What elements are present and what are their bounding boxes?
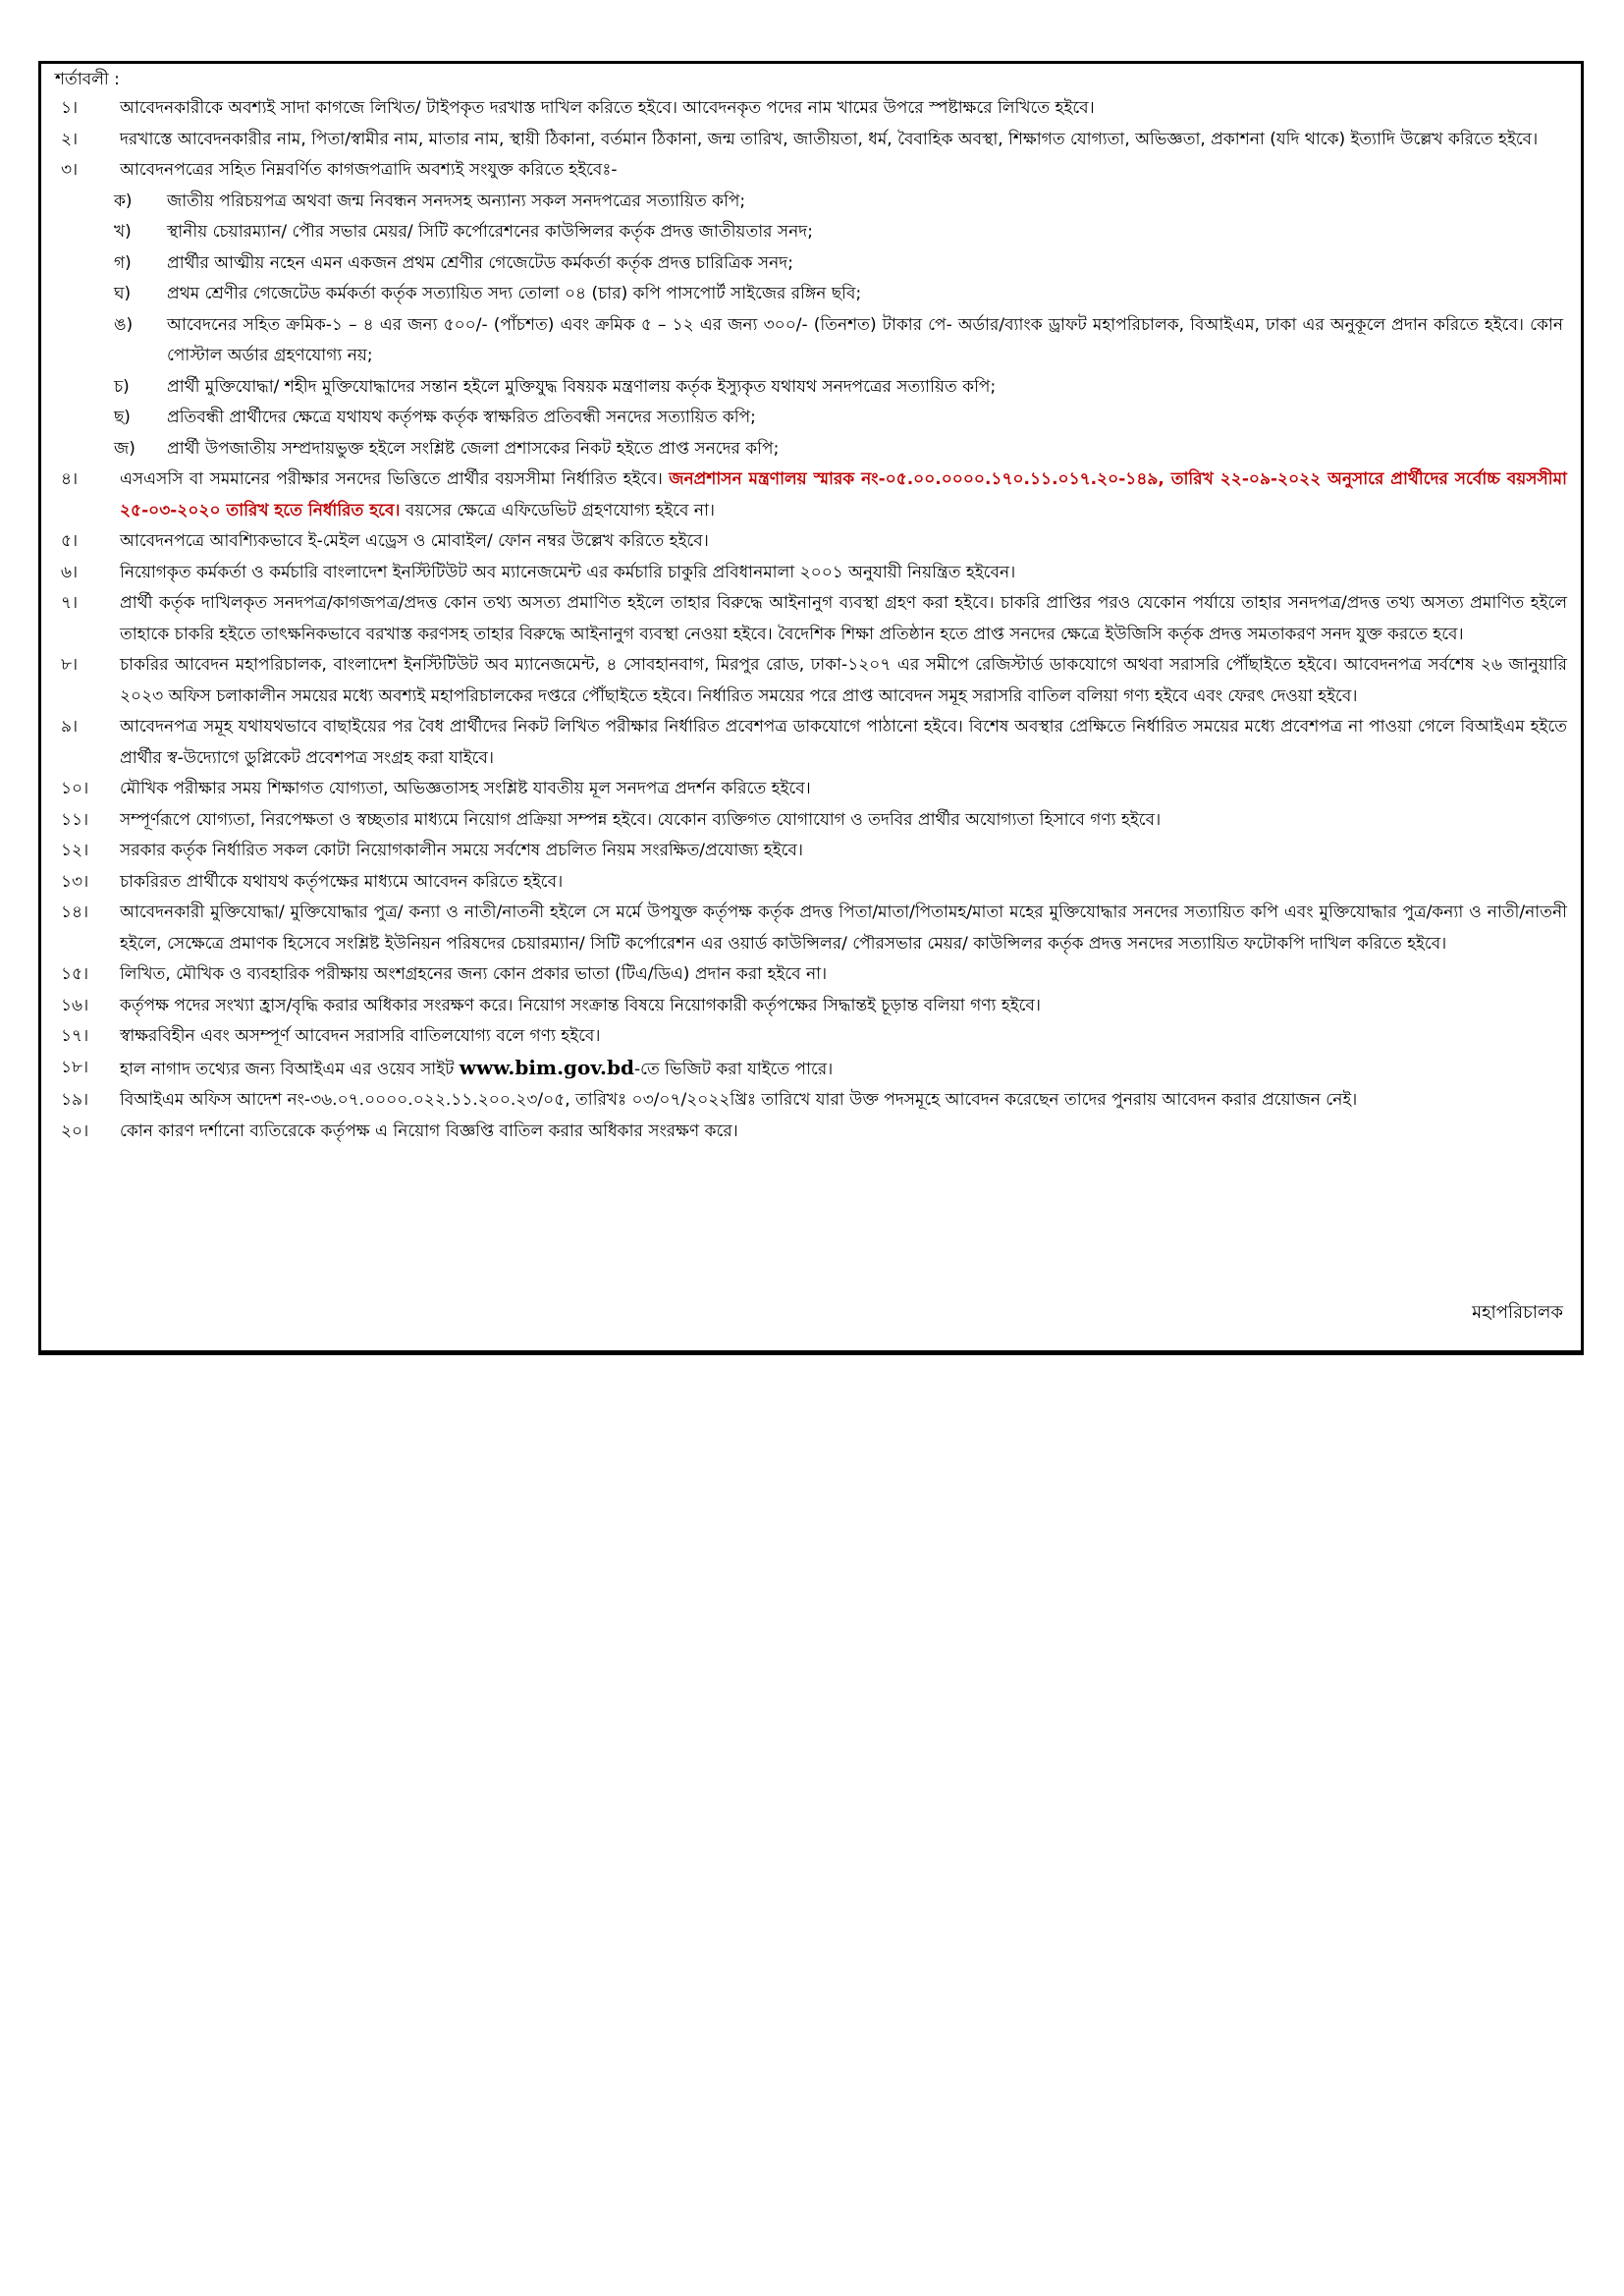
attachment-item — [114, 187, 1567, 218]
term-text: নিয়োগকৃত কর্মকর্তা ও কর্মচারি বাংলাদেশ ইনস্টিটিউট অব ম্যানেজমেন্ট এর কর্মচারি চাকুরি প্রবিধানমালা ২০০১ অনুযায়ী নিয়ন্ত্রিত হইবেন। — [120, 562, 1016, 582]
term-3 — [55, 155, 1567, 187]
age-limit-notice: জনপ্রশাসন মন্ত্রণালয় স্মারক নং-০৫.০০.০০০০.১৭০.১১.০১৭.২০-১৪৯, তারিখ ২২-০৯-২০২২ অনুসারে প্রার্থীদের সর্বোচ্চ বয়সসীমা ২৫-০৩-২০২০ তারিখ হতে নির্ধারিত হবে। — [120, 469, 1567, 520]
term-text: দরখাস্তে আবেদনকারীর নাম, পিতা/স্বামীর নাম, মাতার নাম, স্থায়ী ঠিকানা, বর্তমান ঠিকানা, জন্ম তারিখ, জাতীয়তা, ধর্ম, বৈবাহিক অবস্থা, শিক্ষাগত যোগ্যতা, অভিজ্ঞতা, প্রকাশনা (যদি থাকে) ইত্যাদি উল্লেখ করিতে হইবে। — [120, 129, 1539, 149]
attachment-text: আবেদনের সহিত ক্রমিক-১ – ৪ এর জন্য ৫০০/- (পাঁচশত) এবং ক্রমিক ৫ – ১২ এর জন্য ৩০০/- (তিনশত) টাকার পে- অর্ডার/ব্যাংক ড্রাফট মহাপরিচালক, বিআইএম, ঢাকা এর অনুকূলে প্রদান করিতে হইবে। কোন পোস্টাল অর্ডার গ্রহণযোগ্য নয়; — [167, 314, 1563, 365]
term-number: ১১। — [61, 809, 89, 830]
attachment-item — [114, 310, 1567, 372]
attachment-item — [114, 248, 1567, 280]
term-text — [120, 465, 1567, 526]
website-link[interactable]: www.bim.gov.bd — [459, 1055, 634, 1079]
attachment-text: প্রার্থীর আত্মীয় নহেন এমন একজন প্রথম শ্রেণীর গেজেটেড কর্মকর্তা কর্তৃক প্রদত্ত চারিত্রিক সনদ; — [167, 252, 793, 273]
website-outro-text: -তে ভিজিট করা যাইতে পারে। — [633, 1059, 834, 1079]
term-text — [120, 1053, 1567, 1086]
signature-director-general: মহাপরিচালক — [1472, 1302, 1563, 1323]
attachment-label: ঙ) — [114, 314, 134, 335]
term-19 — [55, 1085, 1567, 1117]
website-intro-text: হাল নাগাদ তথ্যের জন্য বিআইএম এর ওয়েব সাইট — [120, 1059, 460, 1079]
term-14 — [55, 898, 1567, 959]
term-number: ১০। — [61, 779, 89, 798]
term-number: ২। — [61, 129, 79, 149]
term-16 — [55, 991, 1567, 1022]
attachment-text: প্রতিবন্ধী প্রার্থীদের ক্ষেত্রে যথাযথ কর্তৃপক্ষ কর্তৃক স্বাক্ষরিত প্রতিবন্ধী সনদের সত্যায়িত কপি; — [167, 408, 756, 427]
term-18 — [55, 1053, 1567, 1086]
attachment-item — [114, 217, 1567, 248]
term-number: ১৫। — [61, 964, 89, 984]
term-text: সরকার কর্তৃক নির্ধারিত সকল কোটা নিয়োগকালীন সময়ে সর্বশেষ প্রচলিত নিয়ম সংরক্ষিত/প্রযোজ্য হইবে। — [120, 841, 803, 860]
attachment-text: জাতীয় পরিচয়পত্র অথবা জন্ম নিবন্ধন সনদসহ অন্যান্য সকল সনদপত্রের সত্যায়িত কপি; — [167, 191, 746, 211]
term-20 — [55, 1117, 1567, 1148]
term-text: আবেদনপত্রে আবশ্যিকভাবে ই-মেইল এড্রেস ও মোবাইল/ ফোন নম্বর উল্লেখ করিতে হইবে। — [120, 531, 709, 551]
attachment-text: প্রার্থী মুক্তিযোদ্ধা/ শহীদ মুক্তিযোদ্ধাদের সন্তান হইলে মুক্তিযুদ্ধ বিষয়ক মন্ত্রণালয় কর্তৃক ইস্যুকৃত যথাযথ সনদপত্রের সত্যায়িত কপি; — [167, 376, 997, 397]
term-8 — [55, 650, 1567, 712]
attachment-text: প্রার্থী উপজাতীয় সম্প্রদায়ভুক্ত হইলে সংশ্লিষ্ট জেলা প্রশাসকের নিকট হইতে প্রাপ্ত সনদের কপি; — [167, 438, 780, 459]
term-10 — [55, 774, 1567, 805]
term-number: ১২। — [61, 841, 89, 860]
term-number: ৬। — [61, 562, 79, 582]
term-text: বিআইএম অফিস আদেশ নং-৩৬.০৭.০০০০.০২২.১১.২০০.২৩/০৫, তারিখঃ ০৩/০৭/২০২২খ্রিঃ তারিখে যারা উক্ত পদসমূহে আবেদন করেছেন তাদের পুনরায় আবেদন করার প্রয়োজন নেই। — [120, 1090, 1358, 1110]
term-number: ৭। — [61, 593, 79, 613]
attachment-text: প্রথম শ্রেণীর গেজেটেড কর্মকর্তা কর্তৃক সত্যায়িত সদ্য তোলা ০৪ (চার) কপি পাসপোর্ট সাইজের রঙ্গিন ছবি; — [167, 284, 862, 303]
conditions-heading: শর্তাবলী : — [55, 70, 120, 89]
term-1 — [55, 93, 1567, 125]
term-text: আবেদনকারীকে অবশ্যই সাদা কাগজে লিখিত/ টাইপকৃত দরখাস্ত দাখিল করিতে হইবে। আবেদনকৃত পদের নাম খামের উপরে স্পষ্টাক্ষরে লিখিতে হইবে। — [120, 98, 1095, 118]
attachment-label: গ) — [114, 252, 132, 273]
term-number: ১৩। — [61, 871, 89, 892]
term-number: ৪। — [61, 469, 79, 489]
term-6 — [55, 558, 1567, 589]
term-text: সম্পূর্ণরূপে যোগ্যতা, নিরপেক্ষতা ও স্বচ্ছতার মাধ্যমে নিয়োগ প্রক্রিয়া সম্পন্ন হইবে। যেকোন ব্যক্তিগত যোগাযোগ ও তদবির প্রার্থীর অযোগ্যতা হিসাবে গণ্য হইবে। — [120, 809, 1162, 830]
attachment-label: চ) — [114, 376, 130, 397]
attachment-label: জ) — [114, 438, 135, 459]
attachment-label: ছ) — [114, 408, 131, 427]
age-basis-text: এসএসসি বা সমমানের পরীক্ষার সনদের ভিত্তিতে প্রার্থীর বয়সসীমা নির্ধারিত হইবে। — [120, 469, 663, 489]
term-text: আবেদনপত্র সমূহ যথাযথভাবে বাছাইয়ের পর বৈধ প্রার্থীদের নিকট লিখিত পরীক্ষার নির্ধারিত প্রবেশপত্র ডাকযোগে পাঠানো হইবে। বিশেষ অবস্থার প্রেক্ষিতে নির্ধারিত সময়ের মধ্যে প্রবেশপত্র না পাওয়া গেলে বিআইএম হইতে প্রার্থীর স্ব-উদ্যোগে ডুপ্লিকেট প্রবেশপত্র সংগ্রহ করা যাইবে। — [120, 717, 1567, 768]
term-number: ৩। — [61, 160, 79, 180]
conditions-box — [38, 61, 1584, 1355]
term-number: ৫। — [61, 531, 79, 551]
term-text: মৌখিক পরীক্ষার সময় শিক্ষাগত যোগ্যতা, অভিজ্ঞতাসহ সংশ্লিষ্ট যাবতীয় মূল সনদপত্র প্রদর্শন করিতে হইবে। — [120, 779, 811, 798]
attachment-label: ক) — [114, 191, 133, 211]
affidavit-text: বয়সের ক্ষেত্রে এফিডেভিট গ্রহণযোগ্য হইবে না। — [405, 500, 715, 520]
term-text: লিখিত, মৌখিক ও ব্যবহারিক পরীক্ষায় অংশগ্রহনের জন্য কোন প্রকার ভাতা (টিএ/ডিএ) প্রদান করা হইবে না। — [120, 964, 828, 984]
term-number: ১৬। — [61, 995, 89, 1015]
term-number: ২০। — [61, 1121, 89, 1141]
term-number: ৯। — [61, 717, 79, 737]
term-12 — [55, 836, 1567, 867]
term-11 — [55, 805, 1567, 837]
term-2 — [55, 125, 1567, 156]
term-text: আবেদনকারী মুক্তিযোদ্ধা/ মুক্তিযোদ্ধার পুত্র/ কন্যা ও নাতী/নাতনী হইলে সে মর্মে উপযুক্ত কর্তৃপক্ষ কর্তৃক প্রদত্ত পিতা/মাতা/পিতামহ/মাতা মহের মুক্তিযোদ্ধার সনদের সত্যায়িত কপি এবং মুক্তিযোদ্ধার পুত্র/কন্যা ও নাতী/নাতনী হইলে, সেক্ষেত্রে প্রমাণক হিসেবে সংশ্লিষ্ট ইউনিয়ন পরিষদের চেয়ারম্যান/ সিটি কর্পোরেশন এর ওয়ার্ড কাউন্সিলর/ পৌরসভার মেয়র/ কাউন্সিলর কর্তৃক প্রদত্ত সনদের সত্যায়িত ফটোকপি দাখিল করিতে হইবে। — [120, 902, 1567, 954]
term-number: ১৮। — [61, 1057, 89, 1077]
term-number: ১৪। — [61, 902, 89, 922]
attachment-label: ঘ) — [114, 284, 132, 303]
term-7 — [55, 588, 1567, 650]
attachment-item — [114, 372, 1567, 404]
term-text: স্বাক্ষরবিহীন এবং অসম্পূর্ণ আবেদন সরাসরি বাতিলযোগ্য বলে গণ্য হইবে। — [120, 1026, 601, 1046]
attachment-label: খ) — [114, 222, 132, 242]
term-4 — [55, 465, 1567, 526]
term-number: ১। — [61, 98, 79, 118]
attachment-text: স্থানীয় চেয়ারম্যান/ পৌর সভার মেয়র/ সিটি কর্পোরেশনের কাউন্সিলর কর্তৃক প্রদত্ত জাতীয়তার সনদ; — [167, 222, 813, 242]
attachment-item — [114, 434, 1567, 465]
term-text: কোন কারণ দর্শানো ব্যতিরেকে কর্তৃপক্ষ এ নিয়োগ বিজ্ঞপ্তি বাতিল করার অধিকার সংরক্ষণ করে। — [120, 1121, 738, 1141]
term-9 — [55, 712, 1567, 774]
attachment-list — [55, 187, 1567, 465]
term-text: আবেদনপত্রের সহিত নিম্নবর্ণিত কাগজপত্রাদি অবশ্যই সংযুক্ত করিতে হইবেঃ- — [120, 160, 618, 180]
term-13 — [55, 867, 1567, 899]
term-17 — [55, 1021, 1567, 1053]
term-text: প্রার্থী কর্তৃক দাখিলকৃত সনদপত্র/কাগজপত্র/প্রদত্ত কোন তথ্য অসত্য প্রমাণিত হইলে তাহার বিরুদ্ধে আইনানুগ ব্যবস্থা গ্রহণ করা হইবে। চাকরি প্রাপ্তির পরও যেকোন পর্যায়ে তাহার সনদপত্র/প্রদত্ত তথ্য অসত্য প্রমাণিত হইলে তাহাকে চাকরি হইতে তাৎক্ষনিকভাবে বরখাস্ত করণসহ তাহার বিরুদ্ধে আইনানুগ ব্যবস্থা নেওয়া হইবে। বৈদেশিক শিক্ষা প্রতিষ্ঠান হতে প্রাপ্ত সনদের ক্ষেত্রে ইউজিসি কর্তৃক প্রদত্ত সমতাকরণ সনদ যুক্ত করতে হবে। — [120, 593, 1567, 644]
attachment-item — [114, 279, 1567, 310]
attachment-item — [114, 403, 1567, 434]
term-number: ৮। — [61, 655, 79, 675]
term-number: ১৯। — [61, 1090, 89, 1110]
term-number: ১৭। — [61, 1026, 89, 1046]
term-text: কর্তৃপক্ষ পদের সংখ্যা হ্রাস/বৃদ্ধি করার অধিকার সংরক্ষণ করে। নিয়োগ সংক্রান্ত বিষয়ে নিয়োগকারী কর্তৃপক্ষের সিদ্ধান্তই চূড়ান্ত বলিয়া গণ্য হইবে। — [120, 995, 1041, 1015]
term-text: চাকরির আবেদন মহাপরিচালক, বাংলাদেশ ইনস্টিটিউট অব ম্যানেজমেন্ট, ৪ সোবহানবাগ, মিরপুর রোড, ঢাকা-১২০৭ এর সমীপে রেজিস্টার্ড ডাকযোগে অথবা সরাসরি পৌঁছাইতে হইবে। আবেদনপত্র সর্বশেষ ২৬ জানুয়ারি ২০২৩ অফিস চলাকালীন সময়ের মধ্যে অবশ্যই মহাপরিচালকের দপ্তরে পৌঁছাইতে হইবে। নির্ধারিত সময়ের পরে প্রাপ্ত আবেদন সমূহ সরাসরি বাতিল বলিয়া গণ্য হইবে এবং ফেরৎ দেওয়া হইবে। — [120, 655, 1567, 706]
term-text: চাকরিরত প্রার্থীকে যথাযথ কর্তৃপক্ষের মাধ্যমে আবেদন করিতে হইবে। — [120, 871, 564, 892]
term-5 — [55, 526, 1567, 558]
term-15 — [55, 959, 1567, 991]
